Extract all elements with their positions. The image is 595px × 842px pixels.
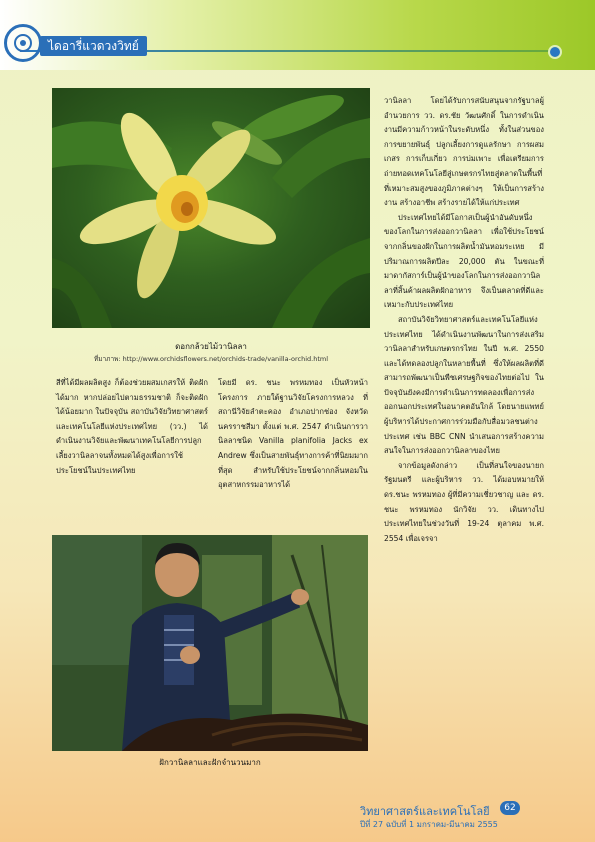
figure-1-caption: ดอกกล้วยไม้วานิลลา xyxy=(175,342,247,351)
left-column-text: สีที่ได้มีผลผลิตสูง ก็ต้องช่วยผสมเกสรให้ ติดฝักได้มาก หากปล่อยไปตามธรรมชาติ ก็จะติดฝักได้น้อยมาก ในปัจจุบัน สถาบันวิจัยวิทยาศาสตร์และเทคโนโลยีแห่งประเทศไทย (วว.) ได้ดำเนินงานวิจัยและพัฒนาเทคโนโลยีการปลูกเลี้ยงวานิลลาจนทั้งหมดได้สูงเพื่อการใช้ประโยชน์ในประเทศไทย xyxy=(56,378,208,475)
middle-column-text: โดยมี ดร. ชนะ พรหมทอง เป็นหัวหน้าโครงการ ภายใต้ฐานวิจัยโครงการหลวง ที่สถานีวิจัยลำตะคอง อำเภอปากช่อง จังหวัดนครราชสีมา ตั้งแต่ พ.ศ. 2547 ดำเนินการวานิลลาชนิด Vanilla planifolia Jacks ex Andrew ซึ่งเป็นสายพันธุ์ทางการค้าที่นิยมมากที่สุด สำหรับใช้ประโยชน์จากกลิ่นหอมในอุตสาหกรรมอาหารได้ xyxy=(218,378,368,490)
right-paragraph-4: จากข้อมูลดังกล่าว เป็นที่สนใจของนายกรัฐมนตรี และผู้บริหาร วว. ได้มอบหมายให้ ดร.ชนะ พรหมทอง ผู้ที่มีความเชี่ยวชาญ และ ดร. ชนะ พรหมทอง นักวิจัย วว. เดินทางไปประเทศไทยในช่วงวันที่ 19-24 ตุลาคม พ.ศ. 2554 เพื่อเจรจา xyxy=(384,460,544,543)
journal-title: วิทยาศาสตร์และเทคโนโลยี xyxy=(360,805,490,818)
section-label: ไดอารี่แวดวงวิทย์ xyxy=(40,36,147,56)
figure-1-credit: ที่มาภาพ: http://www.orchidsflowers.net/orchids-trade/vanilla-orchid.html xyxy=(93,355,329,363)
header-rule-dot xyxy=(548,45,562,59)
right-paragraph-3: สถาบันวิจัยวิทยาศาสตร์และเทคโนโลยีแห่งประเทศไทย ได้ดำเนินงานพัฒนาในการส่งเสริมวานิลลาสำหรับเกษตรกรไทย ในปี พ.ศ. 2550 และได้ทดลองปลูกในหลายพื้นที่ ซึ่งให้ผลผลิตที่ดี สามารถพัฒนาเป็นพืชเศรษฐกิจของไทยต่อไป ในปัจจุบันยังคงมีการดำเนินการทดลองเพื่อการส่งออกนอกประเทศในอนาคตอันใกล้ โดยนายแพทย์ผู้บริหารได้ประกาศการร่วมมือกับสื่อมวลชนต่างประเทศ เช่น BBC CNN นำเสนอการสร้างความสนใจในการส่งออกวานิลลาของไทย xyxy=(384,314,544,456)
right-paragraph-1: วานิลลา โดยได้รับการสนับสนุนจากรัฐบาลผู้อำนวยการ วว. ดร.ชัย วัฒนศักดิ์ ในการดำเนินงานมีความก้าวหน้าในระดับหนึ่ง ทั้งในส่วนของการขยายพันธุ์ ปลูกเลี้ยงการดูแลรักษา การผสมเกสร การเก็บเกี่ยว การบ่มเพาะ เพื่อเตรียมการถ่ายทอดเทคโนโลยีสู่เกษตรกรไทยสู่ตลาดในพื้นที่ที่เหมาะสมสูงของภูมิภาคต่างๆ ให้เป็นการสร้างงาน สร้างอาชีพ สร้างรายได้ให้แก่ประเทศ xyxy=(384,96,544,208)
researcher-photo xyxy=(52,535,368,751)
header-band xyxy=(0,0,595,70)
figure-2-caption: ฝักวานิลลาและฝักจำนวนมาก xyxy=(159,758,261,767)
researcher-illustration xyxy=(52,535,368,751)
right-column-text xyxy=(384,94,544,546)
vanilla-flower-illustration xyxy=(52,88,370,328)
page-number: 62 xyxy=(500,801,520,815)
right-paragraph-2: ประเทศไทยได้มีโอกาสเป็นผู้นำอันดับหนึ่งของโลกในการส่งออกวานิลลา เพื่อใช้ประโยชน์จากกลิ่นของฝักในการผลิตน้ำมันหอมระเหย มีปริมาณการผลิตปีละ 20,000 ตัน ในขณะที่มาดากัสการ์เป็นผู้นำของโลกในการส่งออกวานิลลาที่สิ้นค้าผลผลิตฝักอาหาร จึงเป็นตลาดที่ดีและเหมาะกับประเทศไทย xyxy=(384,212,544,310)
vanilla-flower-photo xyxy=(52,88,370,328)
target-icon-center xyxy=(20,40,26,46)
issue-info: ปีที่ 27 ฉบับที่ 1 มกราคม-มีนาคม 2555 xyxy=(360,820,498,829)
